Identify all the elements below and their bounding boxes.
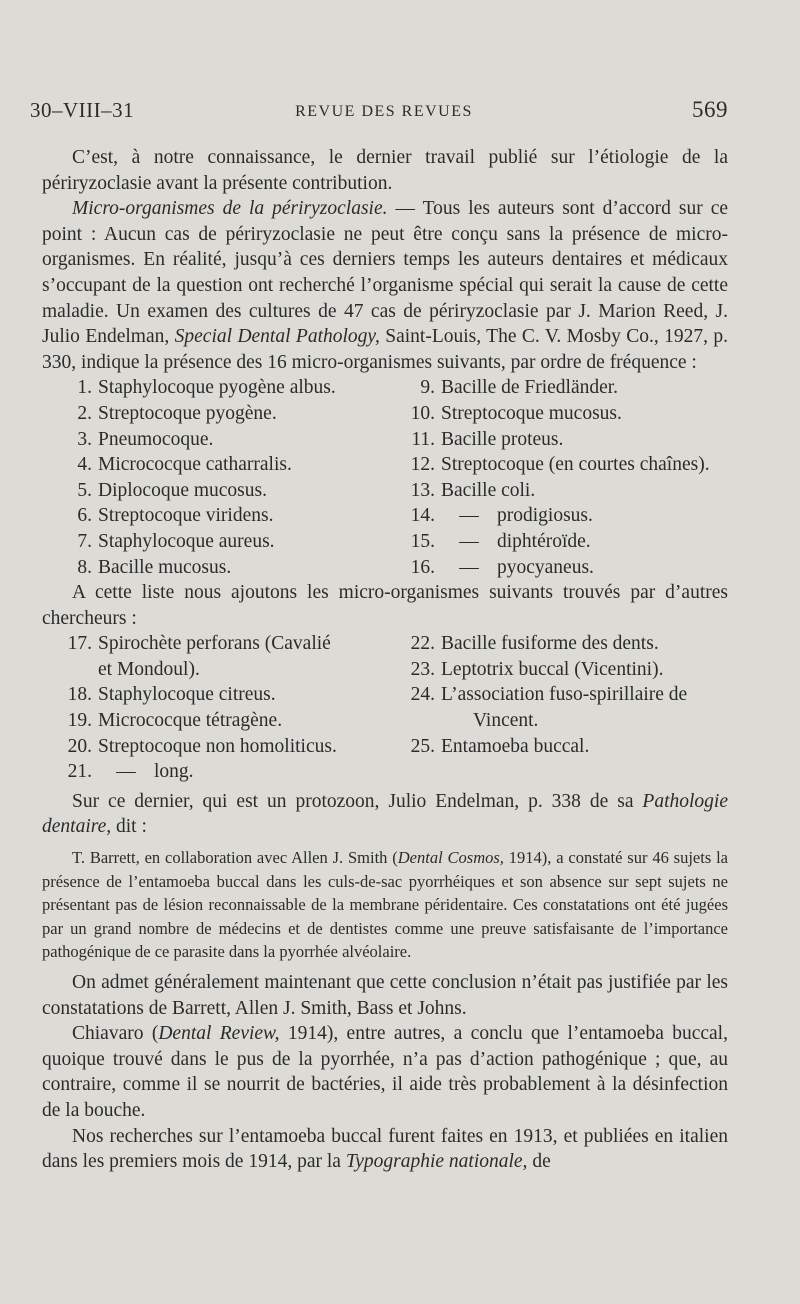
list-item: 14. — prodigiosus. [385,503,728,529]
list-item: 10. Streptocoque mucosus. [410,402,622,424]
page-number: 569 [692,97,728,122]
list-item: 11. Bacille proteus. [411,428,564,450]
block-quote: T. Barrett, en collaboration avec Allen J. Smith (Dental Cosmos, 1914), a constaté sur 46 sujets la présence de l’entamoeba buccal dans les culs-de-sac pyorrhéiques et son absence sur sept sujets ne présentant pas de lésion reconnaissable de la membrane péridentaire. Ces constatations ont été jugées par un grand nombre de médecins et de dentistes comme une preuve satisfaisante de l’importance pathogénique de ce parasite dans la pyorrhée alvéolaire. [42,848,729,962]
list-item: 16. — pyocyaneus. [385,555,728,581]
running-head-title: REVUE DES REVUES [295,103,473,120]
book-title: Special Dental Pathology, [174,326,380,348]
publisher-name: Typographie nationale, [345,1151,528,1173]
organism-list-1-right [385,375,728,580]
paragraph-7: Nos recherches sur l’entamoeba buccal furent faites en 1913, et publiées en italien dans les premiers mois de 1914, par la Typographie nationale, de [42,1125,728,1173]
list-item-continuation: et Mondoul). [98,658,200,680]
paragraph-3: A cette liste nous ajoutons les micro-organismes suivants trouvés par d’autres chercheurs : [42,582,728,629]
list-item: 12. Streptocoque (en courtes chaînes). [410,454,710,476]
list-item: 7. Staphylocoque aureus. [77,530,275,552]
paragraph-2: Micro-organismes de la périryzoclasie. — Tous les auteurs sont d’accord sur ce point : Aucun cas de périryzoclasie ne peut être conçu sans la présence de micro-organismes. En réalité, jusqu’à ces derniers temps les auteurs dentaires et médicaux s’occupant de la question ont recherché l’organisme spécial qui serait la cause de cette maladie. Un examen des cultures de 47 cas de périryzoclasie par J. Marion Reed, J. Julio Endelman, Special Dental Pathology, Saint-Louis, The C. V. Mosby Co., 1927, p. 330, indique la présence des 16 micro-organismes suivants, par ordre de fréquence : [42,198,729,373]
paragraph-1: C’est, à notre connaissance, le dernier travail publié sur l’étiologie de la périryzoclasie avant la présente contribution. [42,147,728,194]
journal-title: Dental Cosmos, [397,848,504,868]
list-item-continuation: Vincent. [473,710,539,732]
list-item: 9. Bacille de Friedländer. [420,377,619,399]
ditto-dash: — [459,556,479,578]
running-head-date: 30–VIII–31 [30,98,135,122]
list-item: 20. Streptocoque non homoliticus. [67,735,337,757]
list-item: 5. Diplocoque mucosus. [77,479,267,501]
ditto-dash: — [459,505,479,527]
page-body [42,145,728,1175]
list-item: 23. Leptotrix buccal (Vicentini). [410,658,664,680]
list-item: 15. — diphtéroïde. [385,529,728,555]
list-item: 18. Staphylocoque citreus. [67,684,276,706]
list-item: 8. Bacille mucosus. [77,556,232,578]
organism-list-2-right [385,631,728,785]
list-item: 22. Bacille fusiforme des dents. [410,633,659,655]
book-title: Pathologie dentaire, [42,790,728,838]
list-item: 6. Streptocoque viridens. [77,505,274,527]
list-item: 3. Pneumocoque. [77,428,214,450]
list-item: 17. Spirochète perforans (Cavalié [67,633,331,655]
list-item: 25. Entamoeba buccal. [410,735,590,757]
organism-list-1-left [42,375,385,580]
list-item: 13. Bacille coli. [410,479,536,501]
paragraph-6: Chiavaro (Dental Review, 1914), entre autres, a conclu que l’entamoeba buccal, quoique trouvé dans le pus de la pyorrhée, n’a pas d’action pathogénique ; que, au contraire, comme il se nourrit de bactéries, il aide très probablement à la désinfection de la bouche. [42,1023,728,1121]
ditto-dash: — [459,530,479,552]
organism-list-1 [42,375,728,580]
section-title: Micro-organismes de la périryzoclasie. [72,198,388,220]
journal-title: Dental Review, [158,1023,280,1045]
ditto-dash: — [116,761,136,783]
list-item: 2. Streptocoque pyogène. [77,402,277,424]
list-item: 1. Staphylocoque pyogène albus. [77,377,336,399]
paragraph-5: On admet généralement maintenant que cette conclusion n’était pas justifiée par les constatations de Barrett, Allen J. Smith, Bass et Johns. [42,972,728,1019]
list-item: 19. Micrococque tétragène. [67,710,283,732]
list-item: 4. Micrococque catharralis. [77,454,292,476]
organism-list-2-left [42,631,385,785]
list-item: 21. — long. [42,759,385,785]
list-item: 24. L’association fuso-spirillaire de [410,684,688,706]
organism-list-2 [42,631,728,785]
paragraph-4: Sur ce dernier, qui est un protozoon, Julio Endelman, p. 338 de sa Pathologie dentaire, dit : [42,790,728,838]
